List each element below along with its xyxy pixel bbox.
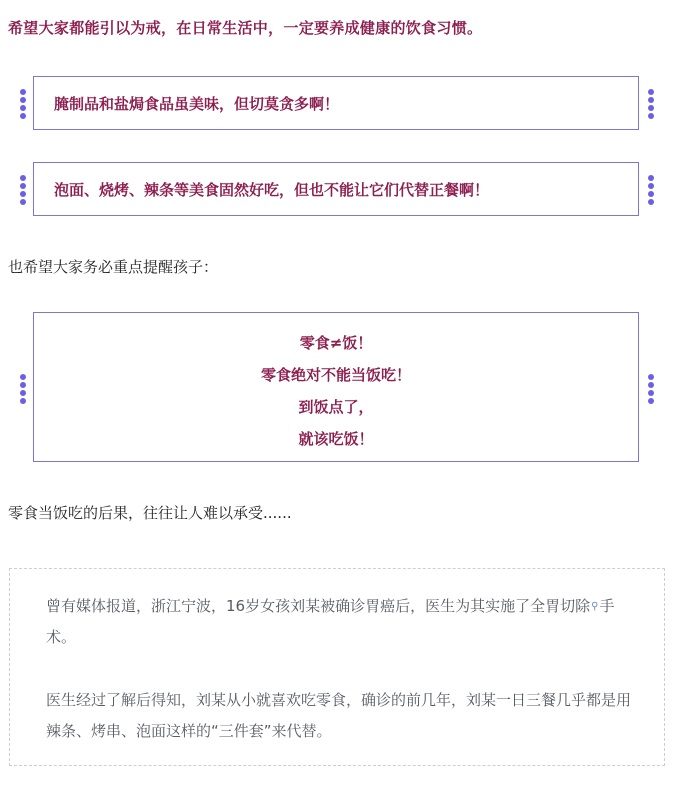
tip-box-3-lines: [34, 313, 638, 455]
search-icon[interactable]: ⚲: [591, 601, 599, 612]
quote-box: [9, 568, 665, 766]
tip-box-1: [33, 76, 639, 130]
tip-line-2: 零食绝对不能当饭吃！: [260, 366, 411, 384]
quote-p1-part1: 曾有媒体报道，浙江宁波，16岁女孩刘某被确诊胃癌后，医生为其实施了全胃: [46, 597, 561, 615]
tip-box-1-text: 腌制品和盐焗食品虽美味，但切莫贪多啊！: [54, 95, 340, 113]
tip-box-3: [33, 312, 639, 462]
tip-box-2-text: 泡面、烧烤、辣条等美食固然好吃，但也不能让它们代替正餐啊！: [54, 181, 490, 199]
quote-paragraph-1: [46, 591, 636, 653]
remind-text: 也希望大家务必重点提醒孩子：: [8, 258, 219, 276]
intro-text: 希望大家都能引以为戒，在日常生活中，一定要养成健康的饮食习惯。: [8, 19, 483, 37]
left-dots-3: [19, 372, 27, 406]
surgery-link[interactable]: 切除: [560, 597, 591, 615]
tip-box-2: [33, 162, 639, 216]
right-dots-3: [647, 372, 655, 406]
left-dots-1: [19, 87, 27, 121]
quote-paragraph-2: 医生经过了解后得知，刘某从小就喜欢吃零食，确诊的前几年，刘某一日三餐几乎都是用辣条、烤串、泡面这样的“三件套”来代替。: [46, 691, 632, 740]
tip-line-4: 就该吃饭！: [298, 430, 374, 448]
right-dots-2: [647, 173, 655, 207]
left-dots-2: [19, 173, 27, 207]
right-dots-1: [647, 87, 655, 121]
tip-line-3: 到饭点了，: [298, 398, 374, 416]
quote-p1-part2: 手术。: [46, 597, 615, 646]
tip-line-1: 零食≠饭！: [299, 334, 373, 352]
consequence-text: 零食当饭吃的后果，往往让人难以承受......: [8, 504, 292, 522]
